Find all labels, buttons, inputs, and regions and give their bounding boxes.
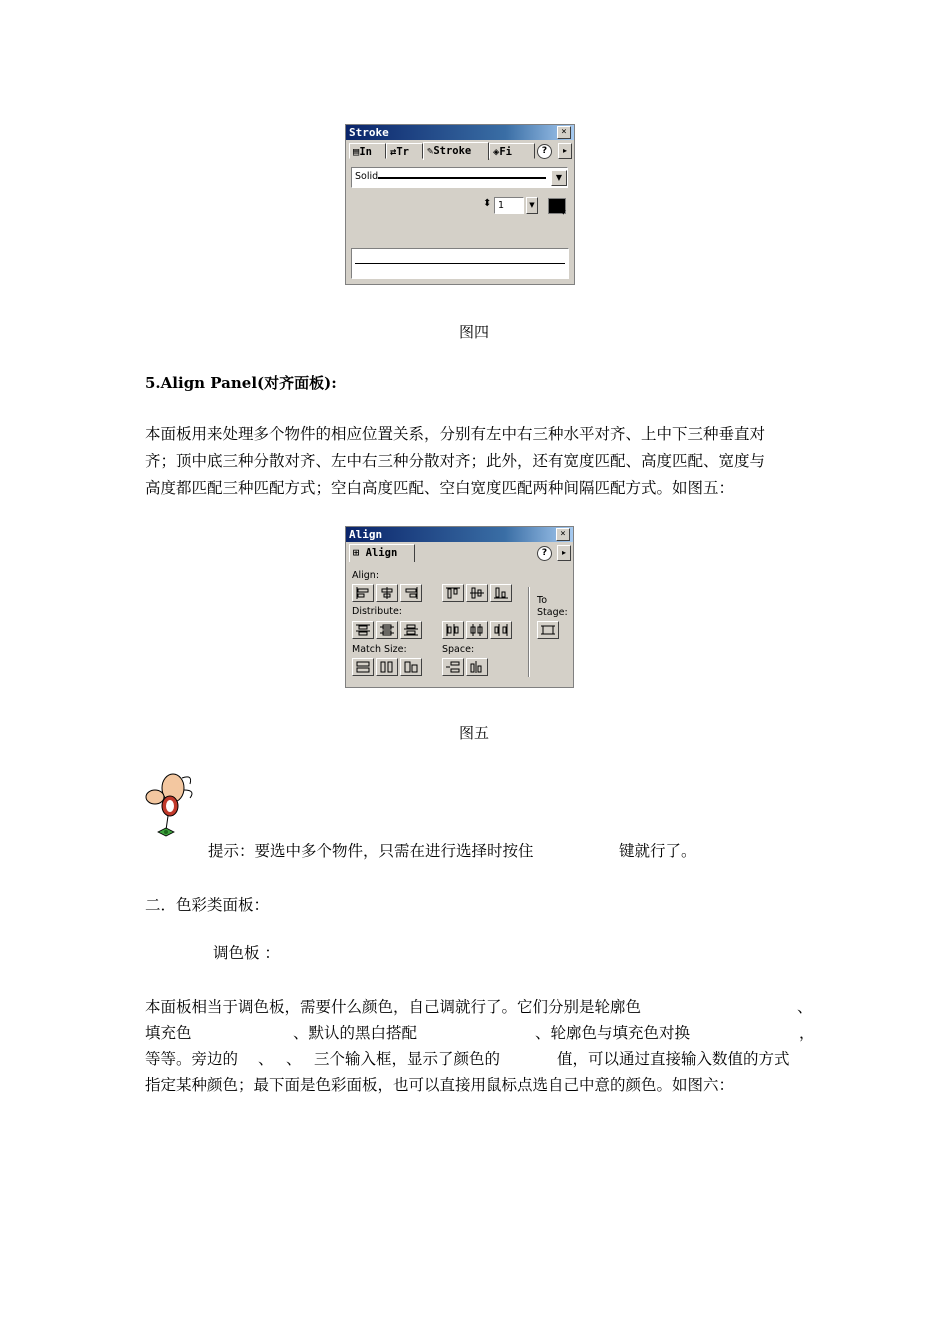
distribute-left-button[interactable] [442, 621, 464, 639]
mixer-line-2-a: 填充色 [145, 1024, 192, 1042]
section-5-heading: 5.Align Panel(对齐面板): [145, 374, 337, 392]
space-horizontal-button[interactable] [466, 658, 488, 676]
mixer-heading: 调色板 ： [213, 944, 280, 962]
panel-menu-arrow-icon[interactable]: ▸ [557, 545, 571, 561]
distribute-top-button[interactable] [352, 621, 374, 639]
stroke-style-value: Solid [355, 171, 379, 182]
mixer-line-2-d: ， [799, 1024, 815, 1042]
align-bottom-button[interactable] [490, 584, 512, 602]
tab-align[interactable] [349, 544, 415, 562]
distribute-bottom-icon [403, 623, 419, 637]
mixer-line-2-b: 、默认的黑白搭配 [293, 1024, 418, 1042]
figure-4-caption: 图四 [459, 323, 490, 341]
separator [528, 587, 530, 677]
tab-stroke-label: Stroke [433, 145, 472, 157]
align-right-button[interactable] [400, 584, 422, 602]
mixer-line-4: 指定某种颜色；最下面是色彩面板，也可以直接用鼠标点选自己中意的颜色。如图六： [145, 1076, 735, 1094]
section-5-line-2: 齐；顶中底三种分散对齐、左中右三种分散对齐；此外，还有宽度匹配、高度匹配、宽度与 [145, 452, 766, 470]
stroke-style-preview [378, 177, 546, 179]
distribute-label: Distribute: [352, 606, 402, 617]
section-5-line-3: 高度都匹配三种匹配方式；空白高度匹配、空白宽度匹配两种间隔匹配方式。如图五： [145, 479, 735, 497]
spinner-icon[interactable]: ⬍ [483, 198, 492, 209]
distribute-vcenter-button[interactable] [376, 621, 398, 639]
stroke-weight-value: 1 [498, 200, 505, 211]
align-panel-titlebar[interactable] [346, 527, 573, 542]
mixer-line-3-d: 三个输入框，显示了颜色的 [314, 1050, 501, 1068]
distribute-left-icon [445, 623, 461, 637]
bucket-icon: ◈ [493, 146, 500, 158]
align-panel-title: Align [349, 528, 383, 541]
mixer-line-3-c: 、 [286, 1050, 302, 1068]
distribute-bottom-button[interactable] [400, 621, 422, 639]
tab-fill[interactable] [489, 143, 535, 159]
match-width-button[interactable] [352, 658, 374, 676]
align-tab-icon: ⊞ [353, 547, 360, 559]
mixer-line-2-c: 、轮廓色与填充色对换 [535, 1024, 691, 1042]
match-both-icon [403, 660, 419, 674]
distribute-top-icon [355, 623, 371, 637]
help-icon[interactable]: ? [537, 546, 552, 561]
align-left-button[interactable] [352, 584, 374, 602]
space-vertical-button[interactable] [442, 658, 464, 676]
distribute-hcenter-icon [469, 623, 485, 637]
space-label: Space: [442, 644, 475, 655]
mixer-line-1-b: 、 [797, 998, 813, 1016]
figure-5-caption: 图五 [459, 724, 490, 742]
mixer-line-3-e: 值，可以通过直接输入数值的方式 [557, 1050, 790, 1068]
match-height-button[interactable] [376, 658, 398, 676]
stroke-preview-box [351, 248, 569, 279]
mixer-line-3-a: 等等。旁边的 [145, 1050, 239, 1068]
distribute-vcenter-icon [379, 623, 395, 637]
weight-dropdown-arrow[interactable]: ▼ [526, 197, 538, 214]
stroke-preview-line [355, 263, 565, 264]
close-icon[interactable]: × [557, 126, 571, 139]
tab-fill-label: Fi [499, 146, 512, 158]
chevron-down-icon: ▼ [561, 209, 566, 216]
align-top-icon [445, 586, 461, 600]
help-icon[interactable]: ? [537, 144, 552, 159]
align-bottom-icon [493, 586, 509, 600]
to-stage-label-1: To [537, 595, 548, 606]
distribute-hcenter-button[interactable] [466, 621, 488, 639]
align-top-button[interactable] [442, 584, 464, 602]
transform-icon: ⇄ [390, 146, 397, 158]
distribute-right-button[interactable] [490, 621, 512, 639]
match-width-icon [355, 660, 371, 674]
to-stage-icon [540, 623, 556, 637]
section-5-line-1: 本面板用来处理多个物件的相应位置关系，分别有左中右三种水平对齐、上中下三种垂直对 [145, 425, 766, 443]
info-icon: ▤ [353, 146, 360, 158]
space-vertical-icon [445, 660, 461, 674]
to-stage-label-2: Stage: [537, 607, 568, 618]
chevron-down-icon[interactable]: ▼ [551, 170, 567, 186]
pencil-icon: ✎ [427, 145, 434, 157]
tab-align-label: Align [365, 547, 398, 559]
tab-transform[interactable] [386, 143, 423, 159]
stroke-panel-title: Stroke [349, 126, 389, 139]
cartoon-character-icon [138, 770, 202, 844]
distribute-right-icon [493, 623, 509, 637]
stroke-weight-input[interactable] [494, 197, 524, 214]
match-size-label: Match Size: [352, 644, 407, 655]
close-icon[interactable]: × [556, 528, 570, 541]
panel-menu-arrow-icon[interactable]: ▸ [558, 143, 572, 159]
stroke-panel [345, 124, 575, 285]
space-horizontal-icon [469, 660, 485, 674]
tip-text: 提示：要选中多个物件，只需在进行选择时按住 [208, 842, 534, 860]
align-label: Align: [352, 570, 380, 581]
align-left-icon [355, 586, 371, 600]
align-panel [345, 526, 574, 688]
section-2-heading: 二．色彩类面板： [145, 896, 270, 914]
tab-info-label: In [359, 146, 372, 158]
stroke-style-select[interactable] [351, 167, 568, 188]
align-hcenter-icon [379, 586, 395, 600]
align-vcenter-icon [469, 586, 485, 600]
tab-stroke[interactable] [423, 142, 489, 160]
align-vertical-center-button[interactable] [466, 584, 488, 602]
mixer-line-3-b: 、 [258, 1050, 274, 1068]
tip-text-end: 键就行了。 [619, 842, 697, 860]
match-height-icon [379, 660, 395, 674]
match-width-height-button[interactable] [400, 658, 422, 676]
tab-transform-label: Tr [396, 146, 409, 158]
align-right-icon [403, 586, 419, 600]
to-stage-button[interactable] [537, 621, 559, 639]
align-horizontal-center-button[interactable] [376, 584, 398, 602]
mixer-line-1-a: 本面板相当于调色板，需要什么颜色，自己调就行了。它们分别是轮廓色 [145, 998, 642, 1016]
tab-info[interactable] [349, 143, 386, 159]
stroke-panel-titlebar[interactable] [346, 125, 574, 140]
